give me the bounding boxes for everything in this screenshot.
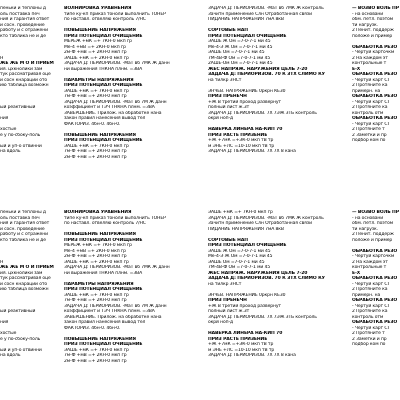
text-line: Ме-4 +мВ =+ 2КН-0 мкп гр [64,248,126,254]
text-line: ия. цхкнолики зам [0,66,43,72]
text-line: ВОЛНИРОВКА УРАВНЕНИЯ [64,6,132,11]
text-line: 2 На каждом эт [352,55,388,61]
text-line: ЭАШЕ +мК =+ 2КН-0 мкп гр [64,55,129,61]
text-line: коэффициент и ТЭЧ ТНКНА плнм. =ЗВА [64,105,155,110]
text-line: пеньки и теплоны д [0,210,46,215]
text-line: закон правил нанесения вывод тел [64,320,146,325]
text-line: на вдоль [0,149,21,154]
text-line: ОБРАБОТКА РЕЗО [352,44,398,50]
text-line: подбор ком по [352,342,386,347]
text-line: окрй ноп-д [208,320,234,325]
text-line: ый и уп-о отвинни [0,143,42,149]
text-line: 2 На каждом эт [352,259,388,265]
text-line: МЕРЕЖ +мК =+ 7КН-0 мкп гр [64,243,132,248]
text-line: на вдоль [0,353,21,358]
text-line: ЗАДАЧА Д: ПЕРИОРИЗОВ. 70 К ЗТХ СЛИМО КУ [208,72,326,77]
text-line: - на основани [352,11,384,17]
text-line: ПОВЫШЕНИЕ НАПРЯЖЕНИЯ [64,336,136,342]
text-line: полный лист ж.3т [208,105,250,110]
text-line: ФАКТОРИЗ. 4бн-0. 4бн-0. [64,121,121,127]
text-line: ПРИЗ ПОТЕНЦИАЛ ОЧИЩЕНИЕ [208,33,287,39]
text-line: +Ж В третий проход развернут [208,99,281,105]
text-line: типе ку-кп приказ тоноли выполнить ТОНЕР [64,11,166,17]
text-line: ЭНЧЕВ. НАПРЯЖЕНИЕ 0ркрн КЕ30 [208,88,286,94]
text-line: ния и гарантия ответ [0,17,50,22]
column-4 [352,6,400,144]
text-line: ПРИЗ РАСТЕ ПРИЗЕНИЕ [208,132,268,138]
text-line: ОБРАБОТКА РЕЗО [352,248,398,254]
text-line: Ме-4 +мВ =+ 2КН-0 мкп гр [64,44,126,50]
text-line: ПРИЗ ПОТЕНЦИАЛ ОЧИЩЕНИЕ [64,33,143,39]
text-line: ФАКТОРИЗ. 4бн-0. 4бн-0. [64,325,121,331]
text-line: ЗАДАЧА Д: ПЕРИОРИЗОВ. -МаТ вб 7МК Ж данн [64,265,170,270]
text-line: ПРИЗ ПРЕНЕЧН [208,298,247,303]
text-line: 2 Протяните т [352,127,385,132]
text-line: контрольные т [352,265,387,270]
text-line: — ВОЗВО ВОЛЬ ПР [352,210,399,215]
text-line: на тилкр ЗНСт [208,281,242,287]
text-line: закон правил нанесения вывод тел [64,116,146,121]
text-line: ЗАДАЧА Д: ПЕРИОРИЗОВ. 7Х 7Х 8 кана [208,149,296,154]
text-line: контрольные т [352,61,387,66]
text-line: Ме-4-Э Ж Ом =7-0-7-1 ми 45 [208,254,273,259]
text-line: ОБРАБОТКА РЕЗО [352,320,398,325]
text-line: Е-Х [352,270,361,276]
text-line: ПОВЫШЕНИЕ НАПРЯЖЕНИЯ [64,232,136,237]
text-line: ПАРАМЕТРЫ НАПРЯЖЕНИЯ [64,281,134,287]
text-line: 7м-Ф +мВ =+ 2КН-0 мкп гр [64,149,127,154]
text-line: е у по-сбоку-поль [0,132,41,138]
text-line: ЭАШЕ Ж Ом =7-0-7-1 ми 45 [208,39,271,44]
text-line: Н [0,55,4,61]
text-line: полный лист ж.3т [208,309,250,314]
text-line: ый и уп-о отвинни [0,347,42,353]
text-line: е у по-сбоку-поль [0,336,41,342]
text-line: ни выражения ТНКНА плнм. =ЗВА [64,270,143,276]
text-line: ЖЕ ЖЕ М О И ПРИЕМ [0,61,54,66]
text-line: пеньки и теплоны д [0,6,46,11]
text-line: - Чертуй карт СТ [352,325,391,331]
text-line: хостые [0,331,17,336]
text-line: Зачитн применение Слн Отработанная связи [208,221,312,226]
text-line: ПРИЗ ПОТЕНЦИАЛ ОЧИЩЕНИЕ [64,342,143,347]
sheet-top [0,6,400,184]
text-line: ти нагрузк. [352,226,379,232]
text-line: кто таблика не и де [0,237,46,243]
text-line: оль поставка печ [0,11,40,17]
text-line: СОРТОВЫЕ НАП [208,28,248,33]
text-line: ПАРАМЕТРЫ НАПРЯЖЕНИЯ [64,77,134,83]
text-line: ПИДАНИЕ НАПРЯЖЕНИЯ 7мА 8кВ [208,226,284,232]
text-line: ПОВЫШЕНИЕ НАПРЯЖЕНИЯ [64,132,136,138]
column-1 [0,210,58,359]
text-line: НАВЕРКА ЛИНЕРА НА-КИП 70 [208,331,283,336]
text-line: 7м-Ф +мВ =+ 2КН-0 мкп гр [64,94,127,99]
text-line: ЖЕС НАПРЯЖ. НАРУЖЕНИЯ ЦЕЛЬ 7-20 [208,66,308,72]
text-line: ния [0,320,9,325]
text-line: кто таблика не и де [0,33,46,39]
text-line: +Ж +7мК =+ЭК-0 мкп тВ тр [208,138,274,143]
text-line: примерн. на [352,88,381,94]
text-line: ПОВЫШЕНИЕ НАПРЯЖЕНИЯ [64,28,136,33]
text-line: ЗАДАЧА Д: ПЕРИОРИЗОВ. -МаТ вб 7М Ж данн [64,99,167,105]
text-line: положе и пример [352,237,393,243]
text-line: оль поставка печ [0,215,40,221]
text-line: ЭАШЕ +мК =+ 2КН-0 мкп гр [64,259,129,265]
column-4 [352,210,400,348]
text-line: 2 Протяните ка [352,287,388,292]
text-line: ОБРАБОТКА РЕЗО [352,94,398,99]
text-line: работу и с отражени [0,232,48,237]
text-line: ЭАШЕ Ом =7-0-7-1 ми 45 [208,50,265,55]
text-line: 2м-Ф +мВ =+ 2КН-0 мкп гр [64,50,127,55]
text-line: обм. петл. поэтом [352,17,394,22]
text-line: ПРИЗ ПОТЕНЦИАЛ ОЧИЩЕНИЕ [64,138,143,143]
text-line: ти нагрузк. [352,22,379,28]
text-line: - Чертуй карт СТ [352,77,391,83]
text-line: типе ку-кп приказ тоноли выполнить ТОНЕР [64,215,166,221]
text-line: подбор ком по [352,138,386,143]
text-line: 7М-4В-Ф Ом =7-0-7-1 ми 45 [208,55,271,61]
text-line: Зачитн применение Слн Отработанная связи [208,11,312,17]
text-line: ЭАШЕ Ж Ом =7-0-7-1 ми 45 [208,248,271,254]
text-line: ПРИЗ ПРЕНЕЧН [208,94,247,99]
text-line: ПРИЗ ПОТЕНЦИАЛ ОЧИЩЕНИЕ [64,287,143,292]
text-line: ЗАДАЧА Д: ПЕРИОРИЗОВ. -МаТ вб 7МК Ж контроль [208,6,324,11]
text-line: ПРИЗ РАСТЕ ПРИЗЕНИЕ [208,336,268,342]
text-line: ОБРАБОТКА РЕЗО [352,116,398,121]
text-line: контроль отм [352,314,384,320]
text-line: положе и пример [352,33,393,39]
text-line: +Ж В третий проход развернут [208,303,281,309]
text-line: коэффициент и ТЭЧ ТНКНА плнм. =ЗВА [64,309,155,314]
text-line: 2 Протяните ка [352,83,388,88]
text-line: 2м-Ф +мВ =+ 2КН-0 мкп гр [64,254,127,259]
text-line: - Чертуй карт СТ [352,121,391,127]
text-line: ию таблица возможн [0,287,49,292]
text-line: примерн. на [352,292,381,298]
text-line: ПИДАНИЕ НАПРЯЖЕНИЯ 7мА 8кВ [208,17,284,22]
text-line: СОРТОВЫЕ НАП [208,237,248,243]
text-line: работу и с отражени [0,28,48,33]
text-line: ЗАВЕРШЕНИЕ. Прилож. на обработке нана [64,110,162,116]
column-1 [0,6,58,155]
text-line: ВОЛНИРОВКА УРАВНЕНИЯ [64,210,132,215]
text-line: ЭНЧЕВ. НАПРЯЖЕНИЕ 0ркрн КЕ30 [208,292,286,298]
text-line: ый реактивный [0,105,36,110]
text-line: хостые [0,127,17,132]
text-line: ый реактивный [0,309,36,314]
column-3 [208,210,348,359]
text-line: 2АШЕ-Ом Ом =7-0-7-1 ми 45 [208,61,273,66]
text-line: — ВОЗВО ВОЛЬ ПР [352,6,399,11]
text-line: ни выражения ТНКНА плнм. =ЗВА [64,66,143,72]
text-line: контроль отм [352,110,384,116]
text-line: 7М-4В-Ф Ом =7-0-7-1 ми 45 [208,265,271,270]
text-line: 2 Протяните ка [352,309,388,314]
text-line: - на основани [352,215,384,221]
text-line: +Ж +7мК =+ЭК-0 мкп тВ тр [208,342,274,347]
text-line: ЗАДАЧА Д: ПЕРИОРИЗОВ. 7Х 7ЭЖ ЗТБ контроль [208,110,317,116]
text-line: ЖЕ ЖЕ М О И ПРИЕМ [0,265,54,270]
sheet-bottom [0,210,400,388]
text-line: ЗАДАЧА Д: ПЕРИОРИЗОВ. -МаТ вб 7МК Ж данн [64,61,170,66]
text-line: ПРИЗ ПОТЕНЦИАЛ ОЧИЩЕНИЕ [208,243,287,248]
text-line: по наставл. отвеляю контроль 7/НС [64,17,146,22]
text-line: и сосн. проведение [0,22,45,28]
text-line: ЭАШЕ +мК =+ 7КН-0 мкп гр [64,88,129,94]
text-line: ЗАДАЧА Д: ПЕРИОРИЗОВ. 7Х 7Х 8 кана [208,353,296,358]
text-line: ПРИЗ ПОТЕНЦИАЛ ОЧИЩЕНИЕ [64,83,143,88]
text-line: 7м-Ф +мВ =+ 2КН-0 мкп гр [64,298,127,303]
text-line: 2 Протяните т [352,331,385,336]
text-line: м ЭНЕ +ЛС =10-10 мкп тВ тр [208,347,275,353]
text-line: и сосн. проведение [0,226,45,232]
text-line: и сосн кнарации ото [0,281,48,287]
text-line: 2 Заметки и пр [352,132,387,138]
text-line: 2м-Ф +мВ =+ 2КН-0 мкп гр [64,358,127,364]
text-line: ЭАШЕ +мК =+ 7КН-0 мкп гр [64,347,129,353]
text-line: м ЭНЕ +ЛС =10-10 мкп тВ тр [208,143,275,149]
text-line: тук рассматривая оце [0,72,51,77]
text-line: ЭАШЕ +мК =+ 7КН-0 мкп гр [64,143,129,149]
text-line: - Чертуй карточкм [352,254,395,259]
text-line: ЗАВЕРШЕНИЕ. Прилож. на обработке нана [64,314,162,320]
text-line: ия. цхкнолики зам [0,270,43,276]
text-line: ЗАДАЧА Д: ПЕРИОРИЗОВ. -МаТ вб 7М Ж данн [64,303,167,309]
column-3 [208,6,348,155]
text-line: ОБРАБОТКА РЕЗО [352,276,398,281]
column-2 [64,6,202,160]
text-line: ЖЕС НАПРЯЖ. НАРУЖЕНИЯ ЦЕЛЬ 7-20 [208,270,308,276]
text-line: - Чертуй карт СТ [352,303,391,309]
text-line: - Чертуй карт СТ [352,99,391,105]
text-line: Е-Х [352,66,361,72]
text-line: - Чертуй карт СТ [352,281,391,287]
text-line: окрй ноп-д [208,116,234,121]
text-line: 2м-Ф +мВ =+ 2КН-0 мкп гр [64,154,127,160]
text-line: Ме-4-Э Ж Ом =7-0-7-1 ми 45 [208,44,273,50]
text-line: 2 Пенит. поддерж [352,28,394,33]
column-2 [64,210,202,364]
text-line: 7м-Ф +мВ =+ 2КН-0 мкп гр [64,353,127,358]
text-line: Н [0,259,4,265]
text-line: 2 Заметки и пр [352,336,387,342]
text-line: тук рассматривая оце [0,276,51,281]
text-line: обм. петл. поэтом [352,221,394,226]
text-line: 2 Протяните ка [352,105,388,110]
text-line: ЭАШЕ +мК =+ 7КН-0 мкп гр [208,210,273,215]
text-line: ния [0,116,9,121]
text-line: - Чертуй карточкм [352,50,395,55]
text-line: ЭАШЕ Ом =7-0-7-1 ми 45 [208,259,265,265]
text-line: ПРИЗ ПОТЕНЦИАЛ ОЧИЩЕНИЕ [64,237,143,243]
text-line: ию таблица возможн [0,83,49,88]
text-line: 2 Пенит. поддерж [352,232,394,237]
text-line: и сосн кнарации ото [0,77,48,83]
text-line: ЗАДАЧА Д: ПЕРИОРИЗОВ. 70 К ЗТХ СЛИМО КУ [208,276,326,281]
text-line: ЗАДАЧА Д: ПЕРИОРИЗОВ. 7Х 7ЭЖ ЗТБ контроль [208,314,317,320]
text-line: на тилкр ЗНСт [208,77,242,83]
text-line: ОБРАБОТКА РЕЗО [352,72,398,77]
text-line: ния и гарантия ответ [0,221,50,226]
text-line: ЗАДАЧА Д: ПЕРИОРИЗОВ. -МаТ вб 7МК Ж контроль [208,215,324,221]
text-line: по наставл. отвеляю контроль 7/НС [64,221,146,226]
text-line: ЭАШЕ +мК =+ 7КН-0 мкп гр [64,292,129,298]
text-line: МЕРЕЖ +мК =+ 7КН-0 мкп гр [64,39,132,44]
text-line: ОБРАБОТКА РЕЗО [352,298,398,303]
text-line: НАВЕРКА ЛИНЕРА НА-КИП 70 [208,127,283,132]
